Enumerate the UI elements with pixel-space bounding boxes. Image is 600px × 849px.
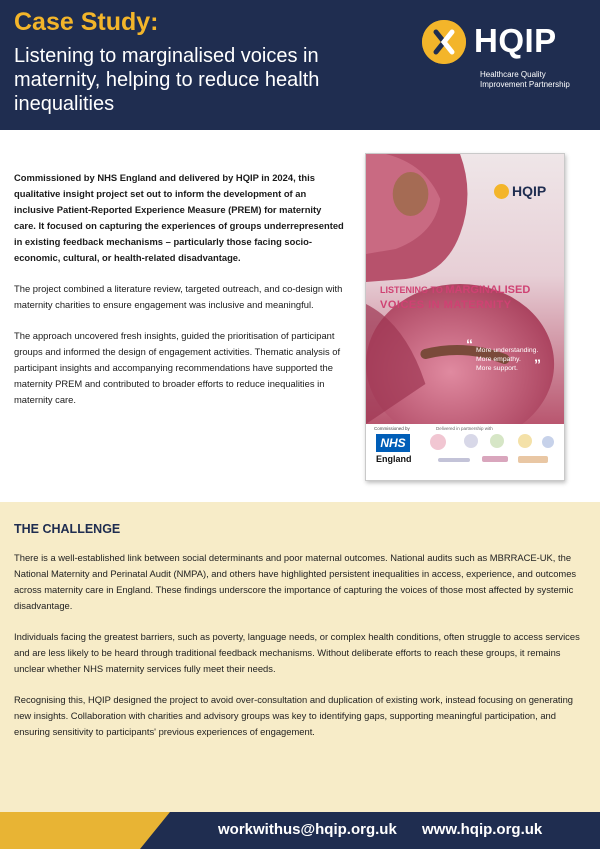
partner-logo-icon: [482, 456, 508, 462]
hqip-logo-icon: [422, 20, 466, 64]
footer-accent-slant: [140, 812, 170, 849]
footer-bar: [0, 812, 600, 849]
challenge-paragraph-2: Individuals facing the greatest barriers, such as poverty, language needs, or complex health conditions, often struggle to access services and are less likely to be heard through traditional feedback mechanisms. Without deliberate efforts to reach these groups, it remains unclear whether NHS maternity services fully meet their needs.: [14, 631, 580, 674]
hqip-logo-icon: [494, 184, 509, 199]
quote-line: More support.: [476, 365, 518, 372]
challenge-body: [14, 550, 586, 755]
hqip-brand: [422, 14, 592, 94]
challenge-paragraph-3: Recognising this, HQIP designed the project to avoid over-consultation and duplication of existing work, instead focusing on generating new insights. Collaboration with charities and advisory groups was key to identifying gaps, supporting meaningful participation, and ensuring sensitivity to participants' previous experiences of engagement.: [14, 694, 574, 737]
cover-title-big: MARGINALISED: [445, 284, 531, 296]
quote-open-icon: “: [466, 336, 473, 352]
page-title: Case Study:: [14, 8, 159, 36]
footer-accent: [0, 812, 140, 849]
cover-hqip-logo: [494, 184, 562, 208]
cover-quote: [466, 336, 560, 386]
commissioned-label: Commissioned by: [374, 426, 410, 431]
intro-section: [14, 170, 344, 423]
cover-brand-name: HQIP: [512, 183, 547, 199]
challenge-heading: THE CHALLENGE: [14, 522, 121, 536]
partner-logo-icon: [490, 434, 504, 448]
challenge-section: [0, 502, 600, 812]
partner-logo-icon: [542, 436, 554, 448]
page-subtitle: Listening to marginalised voices in maternity, helping to reduce health inequalities: [14, 45, 320, 115]
header-banner: [0, 0, 600, 130]
intro-lead: Commissioned by NHS England and delivered by HQIP in 2024, this qualitative insight project set out to inform the development of an inclusive Patient-Reported Experience Measure (PREM) for maternity care. It focused on capturing the experiences of groups underrepresented in existing feedback mechanisms – particularly those facing socio-economic, cultural, or health-related disadvantage.: [14, 172, 344, 263]
partnership-label: Delivered in partnership with: [436, 426, 493, 431]
partner-logo-icon: [464, 434, 478, 448]
partner-logo-icon: [438, 458, 470, 462]
challenge-paragraph-1: There is a well-established link between social determinants and poor maternal outcomes. National audits such as MBRRACE-UK, the National Maternity and Perinatal Audit (NMPA), and others have highlighted persistent inequalities in access, experience, and outcomes across maternity care in England. These findings underscore the importance of capturing the voices of those most affected by systemic disadvantage.: [14, 552, 577, 611]
brand-tagline: Healthcare Quality Improvement Partnership: [480, 70, 570, 89]
partner-logo-icon: [518, 456, 548, 463]
footer-website-link[interactable]: www.hqip.org.uk: [422, 821, 543, 838]
intro-paragraph-2: The project combined a literature review, targeted outreach, and co-design with maternity charities to ensure engagement was inclusive and meaningful.: [14, 283, 343, 310]
quote-line: More understanding.: [476, 347, 539, 354]
nhs-logo-icon: NHS: [376, 434, 410, 452]
quote-line: More empathy.: [476, 356, 521, 363]
nhs-region: England: [376, 454, 412, 464]
cover-title-line2: VOICES IN MATERNITY: [380, 299, 512, 311]
footer-email-link[interactable]: workwithus@hqip.org.uk: [218, 821, 397, 838]
cover-footer: [366, 424, 564, 481]
brand-name: HQIP: [474, 22, 557, 59]
intro-paragraph-3: The approach uncovered fresh insights, guided the prioritisation of participant groups and informed the design of engagement activities. Thematic analysis of participant insights and accompanying recommendations have supported the maternity PREM and contributed to broader efforts to reduce inequalities in maternity care.: [14, 330, 341, 405]
quote-close-icon: ”: [534, 356, 541, 372]
cover-title: [380, 284, 556, 324]
report-cover-image: [365, 153, 565, 481]
partner-logo-icon: [430, 434, 446, 450]
partner-logo-icon: [518, 434, 532, 448]
cover-title-small: LISTENING TO: [380, 285, 443, 295]
